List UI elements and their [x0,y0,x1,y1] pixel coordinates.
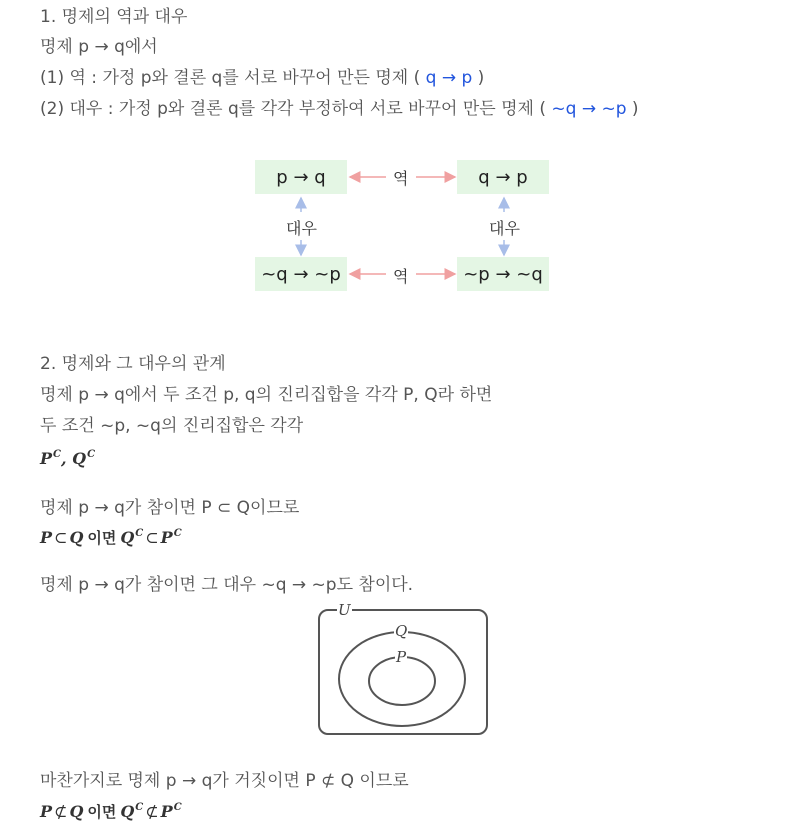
math-false-set-pc: P [160,802,173,821]
section1-heading: 1. 명제의 역과 대우 [40,7,188,27]
box-p-implies-q: p → q [255,160,347,194]
conclusion-line: 명제 p → q가 참이면 그 대우 ~q → ~p도 참이다. [40,575,414,595]
math-set-q: Q [69,528,84,547]
section2-heading: 2. 명제와 그 대우의 관계 [40,354,226,374]
false-statement-line: 마찬가지로 명제 p → q가 거짓이면 P ⊄ Q 이므로 [40,771,409,791]
complement-p-sup: C [53,449,61,460]
math-subset-op: ⊂ [54,528,68,547]
converse-formula: q → p [425,68,473,88]
venn-outer-ellipse [339,632,465,726]
section1-intro: 명제 p → q에서 [40,37,158,57]
math-not-subset-op: ⊄ [54,802,68,821]
venn-label-u: U [338,601,351,619]
math-not-subset-op-2: ⊄ [145,802,159,821]
true-statement-line: 명제 p → q가 참이면 P ⊂ Q이므로 [40,498,300,518]
math-set-p: P [40,528,53,547]
complement-sep: , [61,449,67,468]
converse-close: ) [477,68,485,88]
box-notp-implies-notq: ~p → ~q [457,257,549,291]
contrapositive-text: (2) 대우 : 가정 p와 결론 q를 각각 부정하여 서로 바꾸어 만든 명제 ( [40,99,546,119]
section2-line1: 명제 p → q에서 두 조건 p, q의 진리집합을 각각 P, Q라 하면 [40,385,493,405]
venn-label-q: Q [395,622,408,640]
label-contrapositive-right: 대우 [489,219,520,238]
math-set-qc: Q [120,528,135,547]
false-math-line [40,797,182,823]
math-false-set-p: P [40,802,53,821]
math-subset-op-2: ⊂ [145,528,159,547]
math-false-word-then: 이면 [87,803,117,821]
complement-p: P [40,449,53,468]
math-false-set-q: Q [69,802,84,821]
label-converse-top: 역 [391,166,410,189]
box-notq-implies-notp: ~q → ~p [255,257,347,291]
complement-q: Q [72,449,87,468]
label-converse-bottom: 역 [391,264,410,287]
complement-q-sup: C [87,449,96,460]
math-false-sup-c2: C [173,802,182,813]
box-q-implies-p: q → p [457,160,549,194]
contrapositive-close: ) [631,99,639,119]
math-false-set-qc: Q [120,802,135,821]
contrapositive-formula: ~q → ~p [551,99,627,119]
math-word-then: 이면 [87,529,117,547]
math-set-pc: P [160,528,173,547]
math-sup-c1: C [135,528,144,539]
section2-line2: 두 조건 ~p, ~q의 진리집합은 각각 [40,416,304,436]
math-sup-c2: C [173,528,182,539]
converse-text: (1) 역 : 가정 p와 결론 q를 서로 바꾸어 만든 명제 ( [40,68,421,88]
venn-label-p: P [396,648,407,666]
label-contrapositive-left: 대우 [286,219,317,238]
math-false-sup-c1: C [135,802,144,813]
